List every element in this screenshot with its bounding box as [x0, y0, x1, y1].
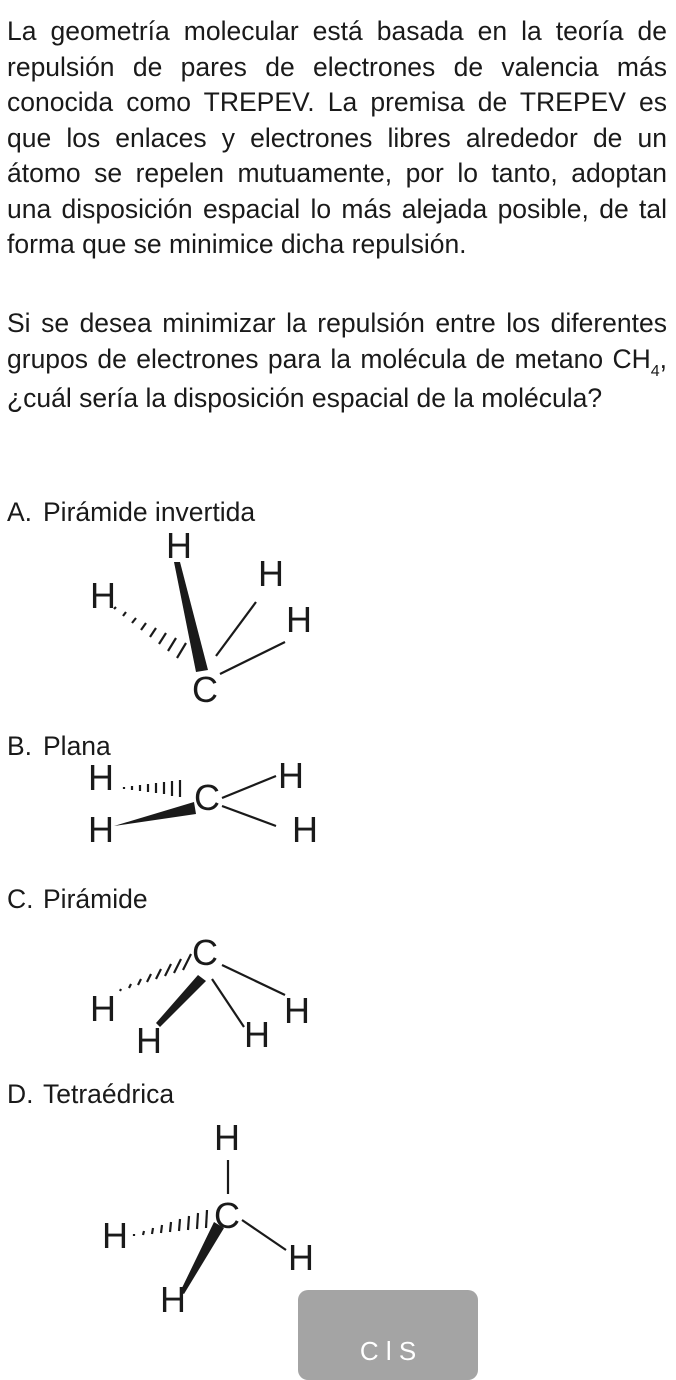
atom-label: C	[192, 932, 218, 973]
wedge-bond	[156, 975, 206, 1027]
bond-line	[222, 776, 276, 798]
bond-line	[222, 806, 276, 826]
intro-paragraph: La geometría molecular está basada en la teoría de repulsión de pares de electrones de valencia más conocida como TREPEV. La premisa de TREPEV es que los enlaces y electrones libres alrededor de un átomo se repelen mutuamente, por lo tanto, adoptan una disposición espacial lo más alejada posible, de tal forma que se minimice dicha repulsión.	[7, 16, 667, 259]
atom-label: H	[90, 575, 116, 616]
atom-label: H	[278, 755, 304, 796]
option-label: Pirámide invertida	[43, 497, 256, 527]
atom-label: H	[136, 1020, 162, 1061]
option-label: Tetraédrica	[43, 1079, 175, 1109]
option-letter: D.	[7, 1079, 34, 1109]
hashed-bond	[114, 607, 186, 658]
question-text-end: , ¿cuál sería la disposición espacial de la molécula?	[7, 343, 667, 413]
option-label: Plana	[43, 731, 111, 761]
hashed-bond	[134, 1210, 207, 1236]
atom-label: H	[244, 1014, 270, 1055]
formula-base: CH	[612, 343, 651, 374]
atom-label: H	[88, 809, 114, 850]
bond-line	[212, 979, 244, 1027]
molecule-diagram-c	[80, 915, 340, 1065]
question-text	[7, 306, 667, 417]
wedge-bond	[114, 802, 196, 826]
question-text-start: Si se desea minimizar la repulsión entre los diferentes grupos de electrones para la molécula de metano	[7, 308, 667, 374]
methane-formula	[612, 343, 660, 380]
atom-label: C	[214, 1195, 240, 1236]
hashed-bond	[120, 954, 191, 991]
atom-label: C	[192, 669, 218, 710]
atom-label: H	[88, 757, 114, 798]
atom-label: H	[214, 1117, 240, 1158]
atom-label: H	[286, 599, 312, 640]
bond-line	[222, 965, 285, 995]
option-d[interactable]	[7, 1078, 174, 1110]
option-label: Pirámide	[43, 884, 148, 914]
atom-label: H	[166, 525, 192, 566]
formula-subscript: 4	[650, 362, 660, 380]
atom-label: H	[258, 553, 284, 594]
page-tab-text: C l S	[359, 1336, 417, 1366]
hashed-bond	[124, 780, 180, 797]
atom-label: H	[284, 990, 310, 1031]
option-letter: A.	[7, 497, 33, 527]
page-tab	[298, 1290, 478, 1380]
molecule-diagram-b	[80, 755, 340, 860]
atom-label: H	[288, 1237, 314, 1278]
option-a[interactable]	[7, 496, 255, 528]
option-letter: B.	[7, 731, 33, 761]
atom-label: H	[90, 988, 116, 1029]
option-c[interactable]	[7, 883, 148, 915]
bond-line	[220, 642, 285, 674]
bond-line	[242, 1220, 286, 1250]
bond-line	[216, 602, 256, 656]
molecule-diagram-a	[80, 525, 340, 730]
atom-label: H	[292, 809, 318, 850]
atom-label: C	[194, 777, 220, 818]
atom-label: H	[160, 1279, 186, 1320]
option-letter: C.	[7, 884, 34, 914]
atom-label: H	[102, 1215, 128, 1256]
